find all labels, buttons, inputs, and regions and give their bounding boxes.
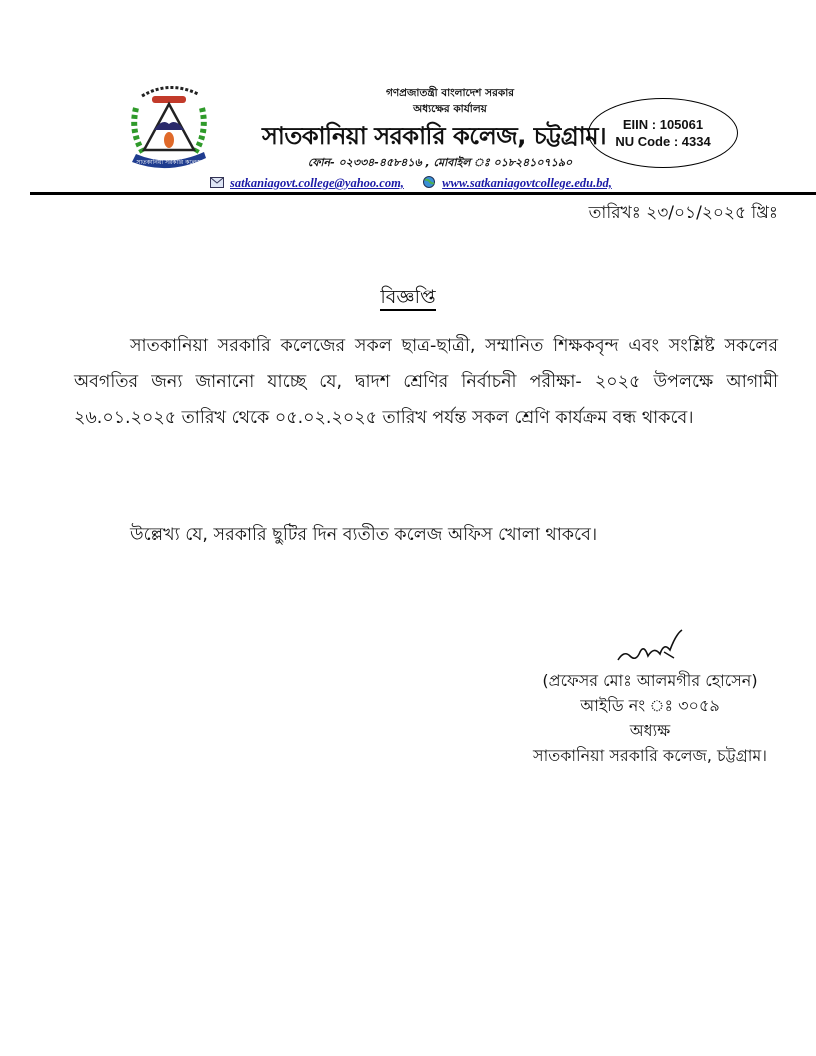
notice-title-text: বিজ্ঞপ্তি: [380, 286, 435, 311]
signature-block: [520, 624, 780, 768]
contact-line: [210, 176, 612, 191]
notice-title: [0, 283, 816, 315]
header-divider: [30, 192, 816, 195]
signatory-name: (প্রফেসর মোঃ আলমগীর হোসেন): [542, 671, 758, 690]
website-link[interactable]: www.satkaniagovtcollege.edu.bd,: [442, 176, 612, 190]
college-logo: [122, 78, 216, 174]
signatory-designation: অধ্যক্ষ: [629, 721, 671, 740]
code-ellipse: [588, 98, 738, 168]
notice-note: উল্লেখ্য যে, সরকারি ছুটির দিন ব্যতীত কলেজ অফিস খোলা থাকবে।: [130, 525, 598, 545]
signature-mark: [610, 624, 690, 668]
office-label: অধ্যক্ষের কার্যালয়: [413, 103, 487, 115]
email-link[interactable]: satkaniagovt.college@yahoo.com,: [230, 176, 404, 190]
globe-icon: [422, 176, 436, 187]
nu-code: NU Code : 4334: [615, 134, 711, 149]
notice-date: তারিখঃ ২৩/০১/২০২৫ খ্রিঃ: [588, 203, 778, 223]
notice-body: সাতকানিয়া সরকারি কলেজের সকল ছাত্র-ছাত্রী, সম্মানিত শিক্ষকবৃন্দ এবং সংশ্লিষ্ট সকলের অবগতির জন্য জানানো যাচ্ছে যে, দ্বাদশ শ্রেণির নির্বাচনী পরীক্ষা- ২০২৫ উপলক্ষে আগামী ২৬.০১.২০২৫ তারিখ থেকে ০৫.০২.২০২৫ তারিখ পর্যন্ত সকল শ্রেণি কার্যক্রম বন্ধ থাকবে।: [74, 336, 778, 428]
phone-line: ফোন- ০২৩৩৪-৪৫৮৪১৬ , মোবাইল ঃ ০১৮২৪১০৭১৯০: [307, 156, 573, 169]
government-label: গণপ্রজাতন্ত্রী বাংলাদেশ সরকার: [385, 87, 515, 99]
college-name: সাতকানিয়া সরকারি কলেজ, চট্টগ্রাম।: [262, 122, 607, 150]
eiin-code: EIIN : 105061: [622, 117, 704, 132]
signatory-id: আইডি নং ঃ ৩০৫৯: [580, 696, 720, 715]
logo-text: সাতকানিয়া সরকারি কলেজ: [136, 159, 202, 166]
email-icon: [210, 177, 224, 188]
signatory-institution: সাতকানিয়া সরকারি কলেজ, চট্টগ্রাম।: [533, 746, 767, 765]
